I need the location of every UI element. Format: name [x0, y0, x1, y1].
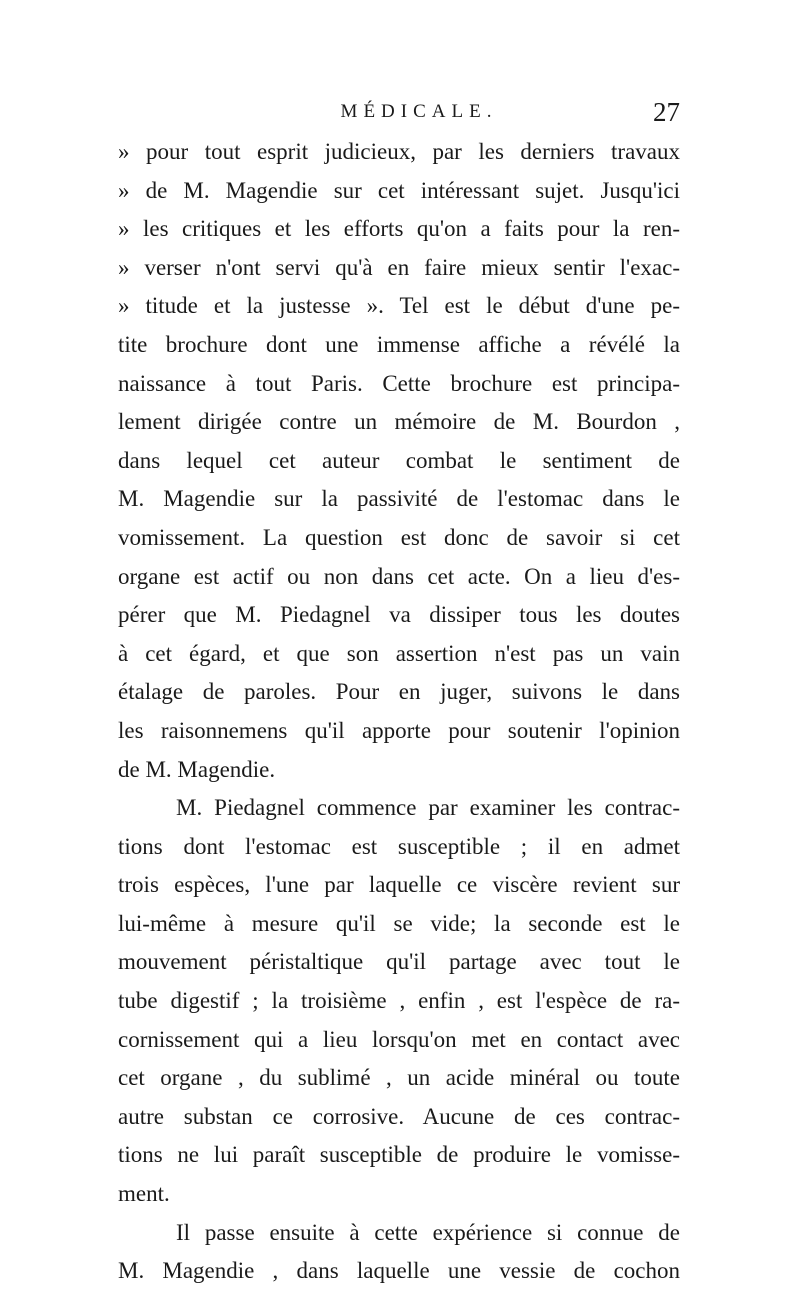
text-line: lui-même à mesure qu'il se vide; la seconde est le [118, 910, 680, 936]
text-line: tions dont l'estomac est susceptible ; il en admet [118, 833, 680, 859]
text-line: lement dirigée contre un mémoire de M. Bourdon , [118, 409, 680, 435]
text-line: » les critiques et les efforts qu'on a faits pour la ren- [118, 216, 680, 242]
text-line: organe est actif ou non dans cet acte. On a lieu d'es- [118, 563, 680, 589]
text-line: tube digestif ; la troisième , enfin , est l'espèce de ra- [118, 988, 680, 1014]
text-line: tite brochure dont une immense affiche a révélé la [118, 331, 680, 357]
text-line: cet organe , du sublimé , un acide minéral ou toute [118, 1065, 680, 1091]
text-line: vomissement. La question est donc de savoir si cet [118, 524, 680, 550]
text-line: M. Magendie sur la passivité de l'estomac dans le [118, 486, 680, 512]
text-line: » verser n'ont servi qu'à en faire mieux sentir l'exac- [118, 254, 680, 280]
text-line: » de M. Magendie sur cet intéressant sujet. Jusqu'ici [118, 177, 680, 203]
text-line: de M. Magendie. [118, 756, 276, 782]
text-line: naissance à tout Paris. Cette brochure est principa- [118, 370, 680, 396]
text-line: M. Piedagnel commence par examiner les contrac- [176, 795, 680, 821]
text-line: trois espèces, l'une par laquelle ce viscère revient sur [118, 872, 680, 898]
page-number: 27 [653, 97, 680, 127]
body-text [118, 133, 680, 1291]
text-line: cornissement qui a lieu lorsqu'on met en contact avec [118, 1026, 680, 1052]
text-line: M. Magendie , dans laquelle une vessie de cochon [118, 1258, 680, 1284]
text-line: » titude et la justesse ». Tel est le début d'une pe- [118, 293, 680, 319]
text-line: » pour tout esprit judicieux, par les derniers travaux [118, 139, 680, 164]
text-line: Il passe ensuite à cette expérience si connue de [176, 1219, 680, 1245]
text-line: dans lequel cet auteur combat le sentiment de [118, 447, 680, 473]
text-line: tions ne lui paraît susceptible de produire le vomisse- [118, 1142, 680, 1168]
text-line: les raisonnemens qu'il apporte pour soutenir l'opinion [118, 717, 680, 743]
running-head [118, 92, 680, 132]
text-line: ment. [118, 1181, 170, 1207]
text-line: mouvement péristaltique qu'il partage avec tout le [118, 949, 680, 975]
text-line: à cet égard, et que son assertion n'est pas un vain [118, 640, 680, 666]
text-line: pérer que M. Piedagnel va dissiper tous les doutes [118, 602, 680, 628]
text-line: autre substan ce corrosive. Aucune de ces contrac- [118, 1103, 680, 1129]
text-line: étalage de paroles. Pour en juger, suivons le dans [118, 679, 680, 705]
running-title: MÉDICALE. [340, 101, 498, 122]
